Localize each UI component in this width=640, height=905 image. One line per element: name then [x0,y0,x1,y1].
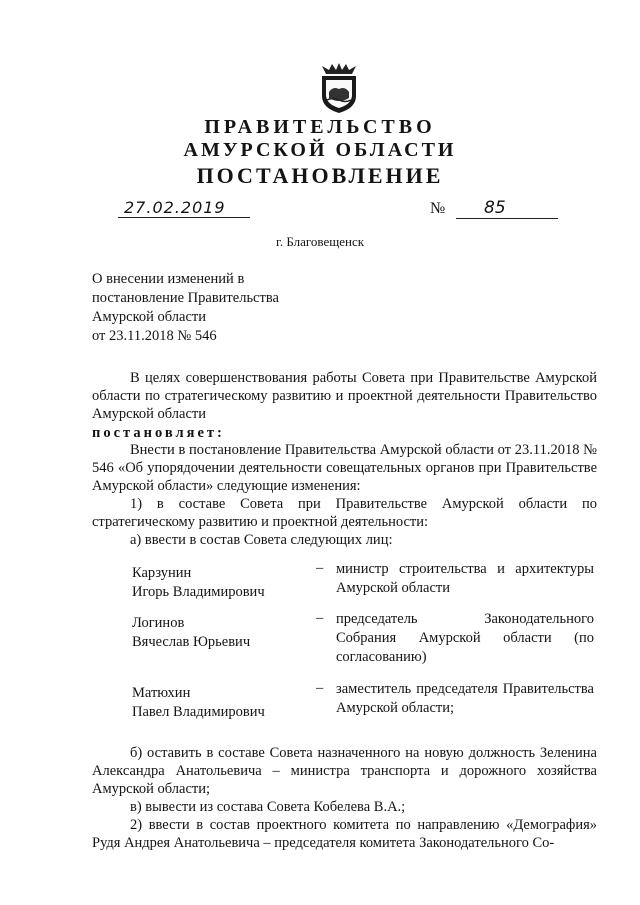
subject-block [92,270,279,346]
paragraph-item-1a: а) ввести в состав Совета следующих лиц: [130,532,393,548]
city-name: г. Благовещенск [275,234,365,249]
intro-paragraph: В целях совершенствования работы Совета при Правительстве Амурской области по стратегическому развитию и проектной деятельности Правительство Амурской области [92,370,597,422]
member-position: министр строительства и архитектуры Амурской области [336,561,594,596]
organization-name-line1: ПРАВИТЕЛЬСТВО [204,116,436,138]
subject-line: от 23.11.2018 № 546 [92,328,217,344]
member-name: Карзунин Игорь Владимирович [132,565,265,600]
member-dash: – [316,560,324,576]
paragraph-item-1: 1) в составе Совета при Правительстве Амурской области по стратегическому развитию и проектной деятельности: [92,496,597,530]
paragraph-main: Внести в постановление Правительства Амурской области от 23.11.2018 № 546 «Об упорядочении деятельности совещательных органов при Правительстве Амурской области» следующие изменения: [92,442,597,494]
organization-name-line2: АМУРСКОЙ ОБЛАСТИ [183,139,457,161]
paragraph-item-1c: в) вывести из состава Совета Кобелева В.А.; [130,799,406,815]
member-position: заместитель председателя Правительства Амурской области; [336,681,594,716]
paragraph-item-1b: б) оставить в составе Совета назначенного на новую должность Зеленина Александра Анатольевича – министра транспорта и дорожного хозяйства Амурской области; [92,745,597,797]
document-type-title: ПОСТАНОВЛЕНИЕ [196,163,444,188]
amur-coat-of-arms-emblem [318,62,360,114]
subject-line: О внесении изменений в [92,271,245,287]
member-name: Матюхин Павел Владимирович [132,685,265,720]
member-name: Логинов Вячеслав Юрьевич [132,615,251,650]
document-date [118,198,250,218]
subject-line: Амурской области [92,309,206,325]
resolves-heading: постановляет: [92,425,225,441]
member-dash: – [316,610,324,626]
subject-line: постановление Правительства [92,290,279,306]
date-value: 27.02.2019 [124,198,226,217]
paragraph-item-2: 2) ввести в состав проектного комитета по направлению «Демография» Рудя Андрея Анатольевича – председателя комитета Законодательного Со- [92,817,597,851]
member-dash: – [316,680,324,696]
document-number: 85 [456,198,558,219]
number-label: № [430,200,446,217]
member-position: председатель Законодательного Собрания Амурской области (по согласованию) [336,611,594,665]
